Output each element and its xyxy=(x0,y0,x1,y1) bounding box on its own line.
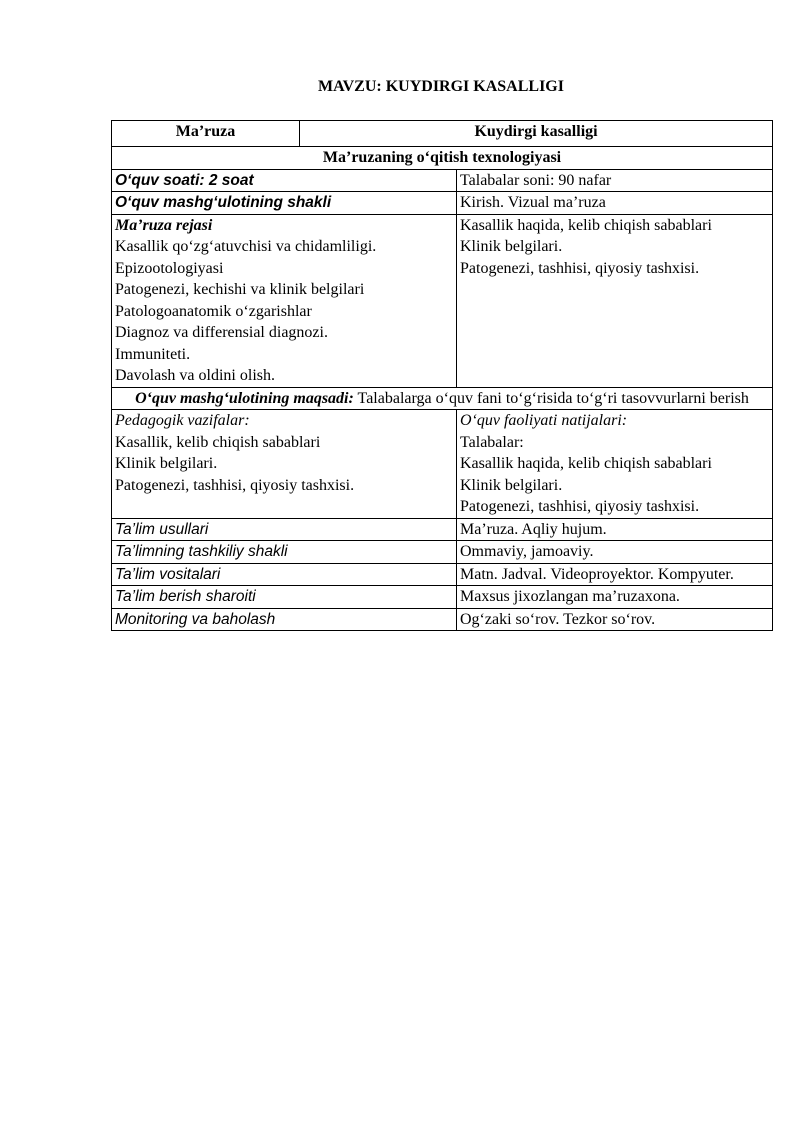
learning-result-item: Talabalar: xyxy=(460,433,524,451)
row-label-cell: Ta’limning tashkiliy shakli xyxy=(112,541,457,564)
row-label-cell: Ta’lim usullari xyxy=(112,518,457,541)
row-value-cell: Matn. Jadval. Videoproyektor. Kompyuter. xyxy=(457,563,773,586)
goal-row xyxy=(112,387,773,410)
table-row xyxy=(112,608,773,631)
hours-label-cell: O‘quv soati: 2 soat xyxy=(112,169,457,192)
form-value-cell: Kirish. Vizual ma’ruza xyxy=(457,192,773,215)
pedagogic-task-item: Patogenezi, tashhisi, qiyosiy tashxisi. xyxy=(115,476,355,494)
row-label-cell: Monitoring va baholash xyxy=(112,608,457,631)
pedagogic-tasks-cell xyxy=(112,410,457,519)
plan-item: Davolash va oldini olish. xyxy=(115,367,275,384)
goal-label: O‘quv mashg‘ulotining maqsadi: xyxy=(135,389,354,407)
table-row xyxy=(112,586,773,609)
row-label-cell: Ta’lim vositalari xyxy=(112,563,457,586)
plan-left-cell xyxy=(112,214,457,387)
plan-item: Diagnoz va differensial diagnozi. xyxy=(115,324,328,341)
plan-right-item: Klinik belgilari. xyxy=(460,238,563,255)
table-row xyxy=(112,541,773,564)
plan-heading: Ma’ruza rejasi xyxy=(115,216,213,234)
plan-right-cell xyxy=(457,214,773,387)
table-header-row xyxy=(112,121,773,147)
plan-row xyxy=(112,214,773,387)
learning-results-cell xyxy=(457,410,773,519)
plan-item: Kasallik qo‘zg‘atuvchisi va chidamliligi. xyxy=(115,238,377,255)
tech-heading-row xyxy=(112,147,773,170)
form-row xyxy=(112,192,773,215)
form-label-cell: O‘quv mashg‘ulotining shakli xyxy=(112,192,457,215)
tech-heading-cell: Ma’ruzaning o‘qitish texnologiyasi xyxy=(112,147,773,170)
plan-item: Immuniteti. xyxy=(115,345,191,363)
learning-result-item: Kasallik haqida, kelib chiqish sabablari xyxy=(460,455,712,472)
plan-item: Epizootologiyasi xyxy=(115,259,224,277)
lesson-plan-table xyxy=(111,120,773,631)
table-row xyxy=(112,563,773,586)
pedagogic-task-item: Klinik belgilari. xyxy=(115,455,218,472)
plan-right-item: Patogenezi, tashhisi, qiyosiy tashxisi. xyxy=(460,259,700,277)
document-title: MAVZU: KUYDIRGI KASALLIGI xyxy=(318,78,564,95)
row-label-cell: Ta’lim berish sharoiti xyxy=(112,586,457,609)
row-value-cell: Ma’ruza. Aqliy hujum. xyxy=(457,518,773,541)
row-value-cell: Maxsus jixozlangan ma’ruzaxona. xyxy=(457,586,773,609)
table-row xyxy=(112,518,773,541)
header-right-cell: Kuydirgi kasalligi xyxy=(300,121,773,147)
hours-row xyxy=(112,169,773,192)
row-value-cell: Og‘zaki so‘rov. Tezkor so‘rov. xyxy=(457,608,773,631)
learning-result-item: Patogenezi, tashhisi, qiyosiy tashxisi. xyxy=(460,498,700,515)
plan-right-item: Kasallik haqida, kelib chiqish sabablari xyxy=(460,216,712,234)
pedagogic-task-item: Kasallik, kelib chiqish sabablari xyxy=(115,433,321,451)
goal-cell xyxy=(112,387,773,410)
header-left-cell: Ma’ruza xyxy=(112,121,300,147)
goal-text: Talabalarga o‘quv fani to‘g‘risida to‘g‘ri tasovvurlarni berish xyxy=(357,389,749,407)
pedagogic-tasks-heading: Pedagogik vazifalar: xyxy=(115,412,250,429)
plan-item: Patologoanatomik o‘zgarishlar xyxy=(115,302,312,320)
plan-item: Patogenezi, kechishi va klinik belgilari xyxy=(115,281,365,298)
learning-results-heading: O‘quv faoliyati natijalari: xyxy=(460,412,628,429)
row-value-cell: Ommaviy, jamoaviy. xyxy=(457,541,773,564)
tasks-row xyxy=(112,410,773,519)
students-cell: Talabalar soni: 90 nafar xyxy=(457,169,773,192)
learning-result-item: Klinik belgilari. xyxy=(460,476,563,494)
